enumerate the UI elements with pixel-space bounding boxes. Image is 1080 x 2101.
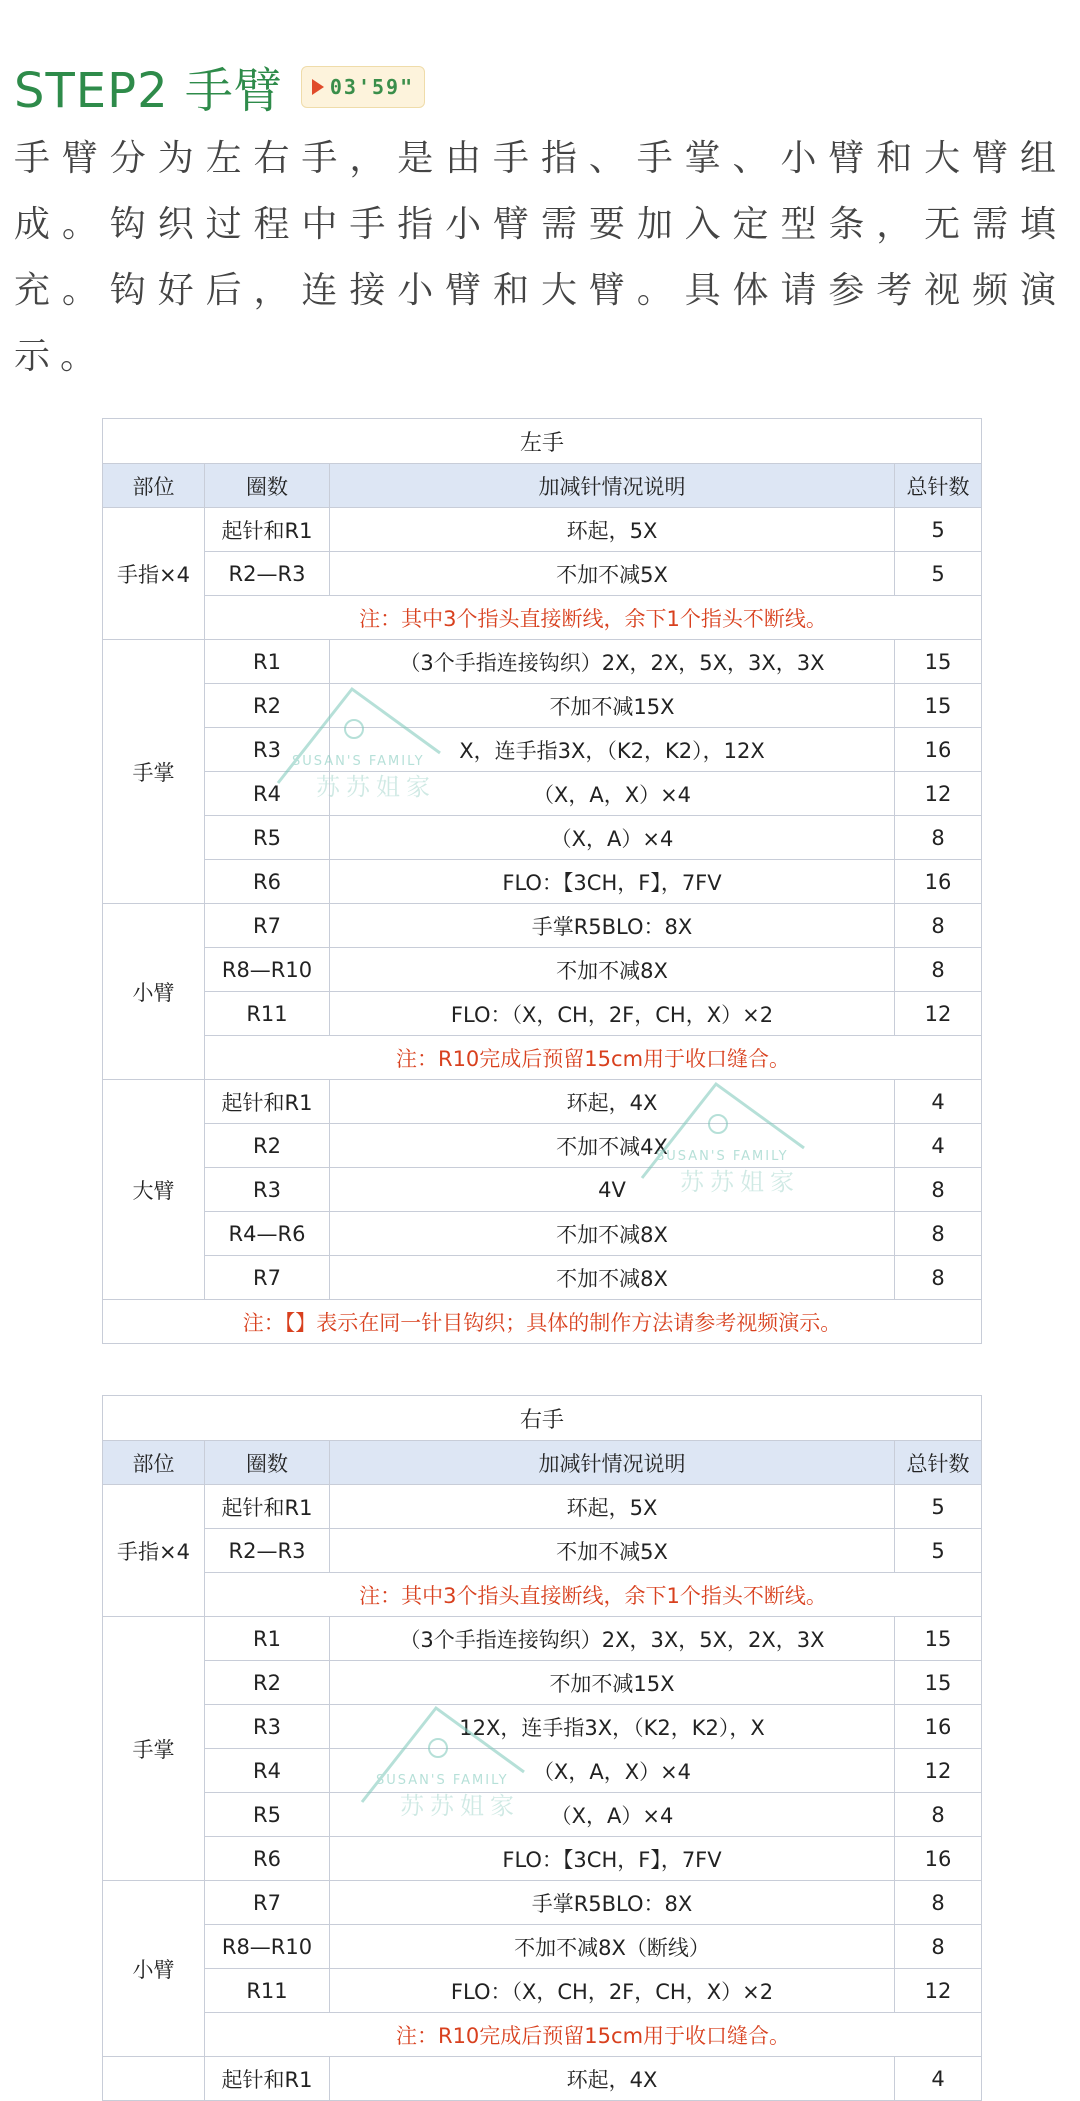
note-cell: 注：R10完成后预留15cm用于收口缝合。 (205, 1036, 982, 1080)
round-cell: R3 (205, 1705, 330, 1749)
total-cell: 8 (895, 1168, 982, 1212)
part-cell: 小臂 (103, 1881, 205, 2057)
total-cell: 12 (895, 1969, 982, 2013)
table-row (103, 1168, 982, 1212)
desc-cell: 手掌R5BLO：8X (330, 1881, 895, 1925)
round-cell: R4—R6 (205, 1212, 330, 1256)
desc-cell: 不加不减8X (330, 1256, 895, 1300)
table-row (103, 640, 982, 684)
total-cell: 12 (895, 772, 982, 816)
watermark-en: SUSAN'S FAMILY (376, 1773, 509, 1788)
total-cell: 16 (895, 860, 982, 904)
total-cell: 5 (895, 552, 982, 596)
desc-cell: 不加不减15X (330, 684, 895, 728)
round-cell: R5 (205, 1793, 330, 1837)
table-row (103, 772, 982, 816)
watermark-cn: 苏苏姐家 (400, 1792, 520, 1820)
desc-cell: 不加不减8X（断线） (330, 1925, 895, 1969)
total-cell: 15 (895, 1661, 982, 1705)
round-cell: R6 (205, 1837, 330, 1881)
video-time: 03'59" (329, 74, 415, 99)
play-icon (312, 79, 324, 95)
desc-cell: FLO：（X，CH，2F，CH，X）×2 (330, 992, 895, 1036)
round-cell: R2—R3 (205, 1529, 330, 1573)
watermark-en: SUSAN'S FAMILY (292, 754, 425, 769)
desc-cell: FLO：【3CH，F】，7FV (330, 1837, 895, 1881)
round-cell: R7 (205, 1881, 330, 1925)
note-cell: 注：其中3个指头直接断线，余下1个指头不断线。 (205, 596, 982, 640)
table-row (103, 552, 982, 596)
table-row (103, 1705, 982, 1749)
watermark-en: SUSAN'S FAMILY (656, 1149, 789, 1164)
table-row (103, 1124, 982, 1168)
total-cell: 5 (895, 1485, 982, 1529)
desc-cell: 不加不减8X (330, 1212, 895, 1256)
desc-cell: 环起，4X (330, 2057, 895, 2101)
total-cell: 16 (895, 1705, 982, 1749)
table-row (103, 684, 982, 728)
desc-cell: 4V (330, 1168, 895, 1212)
round-cell: R2 (205, 1124, 330, 1168)
table-row (103, 1925, 982, 1969)
round-cell: R8—R10 (205, 1925, 330, 1969)
desc-cell: 环起，5X (330, 508, 895, 552)
table-row (103, 860, 982, 904)
right-hand-table (102, 1395, 982, 2101)
round-cell: 起针和R1 (205, 2057, 330, 2101)
part-cell: 手指×4 (103, 508, 205, 640)
footer-note-cell: 注：【】表示在同一针目钩织；具体的制作方法请参考视频演示。 (103, 1300, 982, 1344)
total-cell: 12 (895, 1749, 982, 1793)
desc-cell: 手掌R5BLO：8X (330, 904, 895, 948)
total-cell: 8 (895, 1793, 982, 1837)
total-cell: 4 (895, 1080, 982, 1124)
round-cell: R2 (205, 684, 330, 728)
round-cell: R4 (205, 1749, 330, 1793)
total-cell: 5 (895, 508, 982, 552)
step-title: STEP2 手臂 (14, 63, 283, 119)
watermark-cn: 苏苏姐家 (680, 1168, 800, 1196)
part-cell: 小臂 (103, 904, 205, 1080)
desc-cell: FLO：【3CH，F】，7FV (330, 860, 895, 904)
video-time-badge[interactable] (301, 66, 425, 108)
table-row (103, 1617, 982, 1661)
part-cell: 大臂 (103, 1080, 205, 1300)
table-caption: 左手 (103, 419, 982, 464)
round-cell: R3 (205, 1168, 330, 1212)
round-cell: R7 (205, 1256, 330, 1300)
col-header-part: 部位 (103, 464, 205, 508)
total-cell: 4 (895, 2057, 982, 2101)
round-cell: 起针和R1 (205, 508, 330, 552)
round-cell: R2 (205, 1661, 330, 1705)
round-cell: R4 (205, 772, 330, 816)
col-header-part: 部位 (103, 1441, 205, 1485)
total-cell: 4 (895, 1124, 982, 1168)
table-row (103, 1661, 982, 1705)
total-cell: 8 (895, 816, 982, 860)
round-cell: R5 (205, 816, 330, 860)
table-row (103, 2057, 982, 2101)
col-header-total: 总针数 (895, 1441, 982, 1485)
intro-paragraph: 手臂分为左右手，是由手指、手掌、小臂和大臂组成。钩织过程中手指小臂需要加入定型条，无需填充。钩好后，连接小臂和大臂。具体请参考视频演示。 (14, 138, 1066, 377)
part-cell: 手掌 (103, 640, 205, 904)
desc-cell: （3个手指连接钩织）2X，3X，5X，2X，3X (330, 1617, 895, 1661)
desc-cell: 环起，4X (330, 1080, 895, 1124)
table-row (103, 1837, 982, 1881)
round-cell: R11 (205, 992, 330, 1036)
part-cell: 手掌 (103, 1617, 205, 1881)
col-header-desc: 加减针情况说明 (330, 464, 895, 508)
desc-cell: （X，A，X）×4 (330, 772, 895, 816)
table-caption: 右手 (103, 1396, 982, 1441)
round-cell: R11 (205, 1969, 330, 2013)
table-row (103, 1256, 982, 1300)
round-cell: R8—R10 (205, 948, 330, 992)
part-cell (103, 2057, 205, 2101)
table-row (103, 992, 982, 1036)
total-cell: 16 (895, 728, 982, 772)
watermark-cn: 苏苏姐家 (316, 773, 436, 801)
table-row (103, 1793, 982, 1837)
table-row (103, 508, 982, 552)
round-cell: R3 (205, 728, 330, 772)
desc-cell: X，连手指3X，（K2，K2），12X (330, 728, 895, 772)
total-cell: 16 (895, 1837, 982, 1881)
col-header-total: 总针数 (895, 464, 982, 508)
table-row (103, 1212, 982, 1256)
table-row (103, 904, 982, 948)
round-cell: 起针和R1 (205, 1485, 330, 1529)
col-header-round: 圈数 (205, 464, 330, 508)
desc-cell: FLO：（X，CH，2F，CH，X）×2 (330, 1969, 895, 2013)
note-cell: 注：R10完成后预留15cm用于收口缝合。 (205, 2013, 982, 2057)
total-cell: 15 (895, 640, 982, 684)
total-cell: 8 (895, 1881, 982, 1925)
table-row (103, 1529, 982, 1573)
table-row (103, 1881, 982, 1925)
desc-cell: （X，A，X）×4 (330, 1749, 895, 1793)
total-cell: 8 (895, 1212, 982, 1256)
col-header-round: 圈数 (205, 1441, 330, 1485)
round-cell: R1 (205, 1617, 330, 1661)
desc-cell: 不加不减5X (330, 552, 895, 596)
total-cell: 12 (895, 992, 982, 1036)
desc-cell: 不加不减15X (330, 1661, 895, 1705)
total-cell: 8 (895, 1256, 982, 1300)
table-row (103, 1485, 982, 1529)
total-cell: 8 (895, 904, 982, 948)
desc-cell: （X，A）×4 (330, 816, 895, 860)
desc-cell: 不加不减5X (330, 1529, 895, 1573)
part-cell: 手指×4 (103, 1485, 205, 1617)
table-row (103, 1080, 982, 1124)
total-cell: 5 (895, 1529, 982, 1573)
table-row (103, 1969, 982, 2013)
table-row (103, 1749, 982, 1793)
desc-cell: 不加不减4X (330, 1124, 895, 1168)
desc-cell: 不加不减8X (330, 948, 895, 992)
desc-cell: 12X，连手指3X，（K2，K2），X (330, 1705, 895, 1749)
desc-cell: 环起，5X (330, 1485, 895, 1529)
total-cell: 15 (895, 684, 982, 728)
col-header-desc: 加减针情况说明 (330, 1441, 895, 1485)
note-cell: 注：其中3个指头直接断线，余下1个指头不断线。 (205, 1573, 982, 1617)
desc-cell: （3个手指连接钩织）2X，2X，5X，3X，3X (330, 640, 895, 684)
desc-cell: （X，A）×4 (330, 1793, 895, 1837)
round-cell: R7 (205, 904, 330, 948)
round-cell: 起针和R1 (205, 1080, 330, 1124)
round-cell: R1 (205, 640, 330, 684)
table-row (103, 948, 982, 992)
total-cell: 15 (895, 1617, 982, 1661)
round-cell: R6 (205, 860, 330, 904)
left-hand-table (102, 418, 982, 1344)
total-cell: 8 (895, 948, 982, 992)
step-header (14, 52, 425, 121)
table-row (103, 728, 982, 772)
total-cell: 8 (895, 1925, 982, 1969)
table-row (103, 816, 982, 860)
round-cell: R2—R3 (205, 552, 330, 596)
